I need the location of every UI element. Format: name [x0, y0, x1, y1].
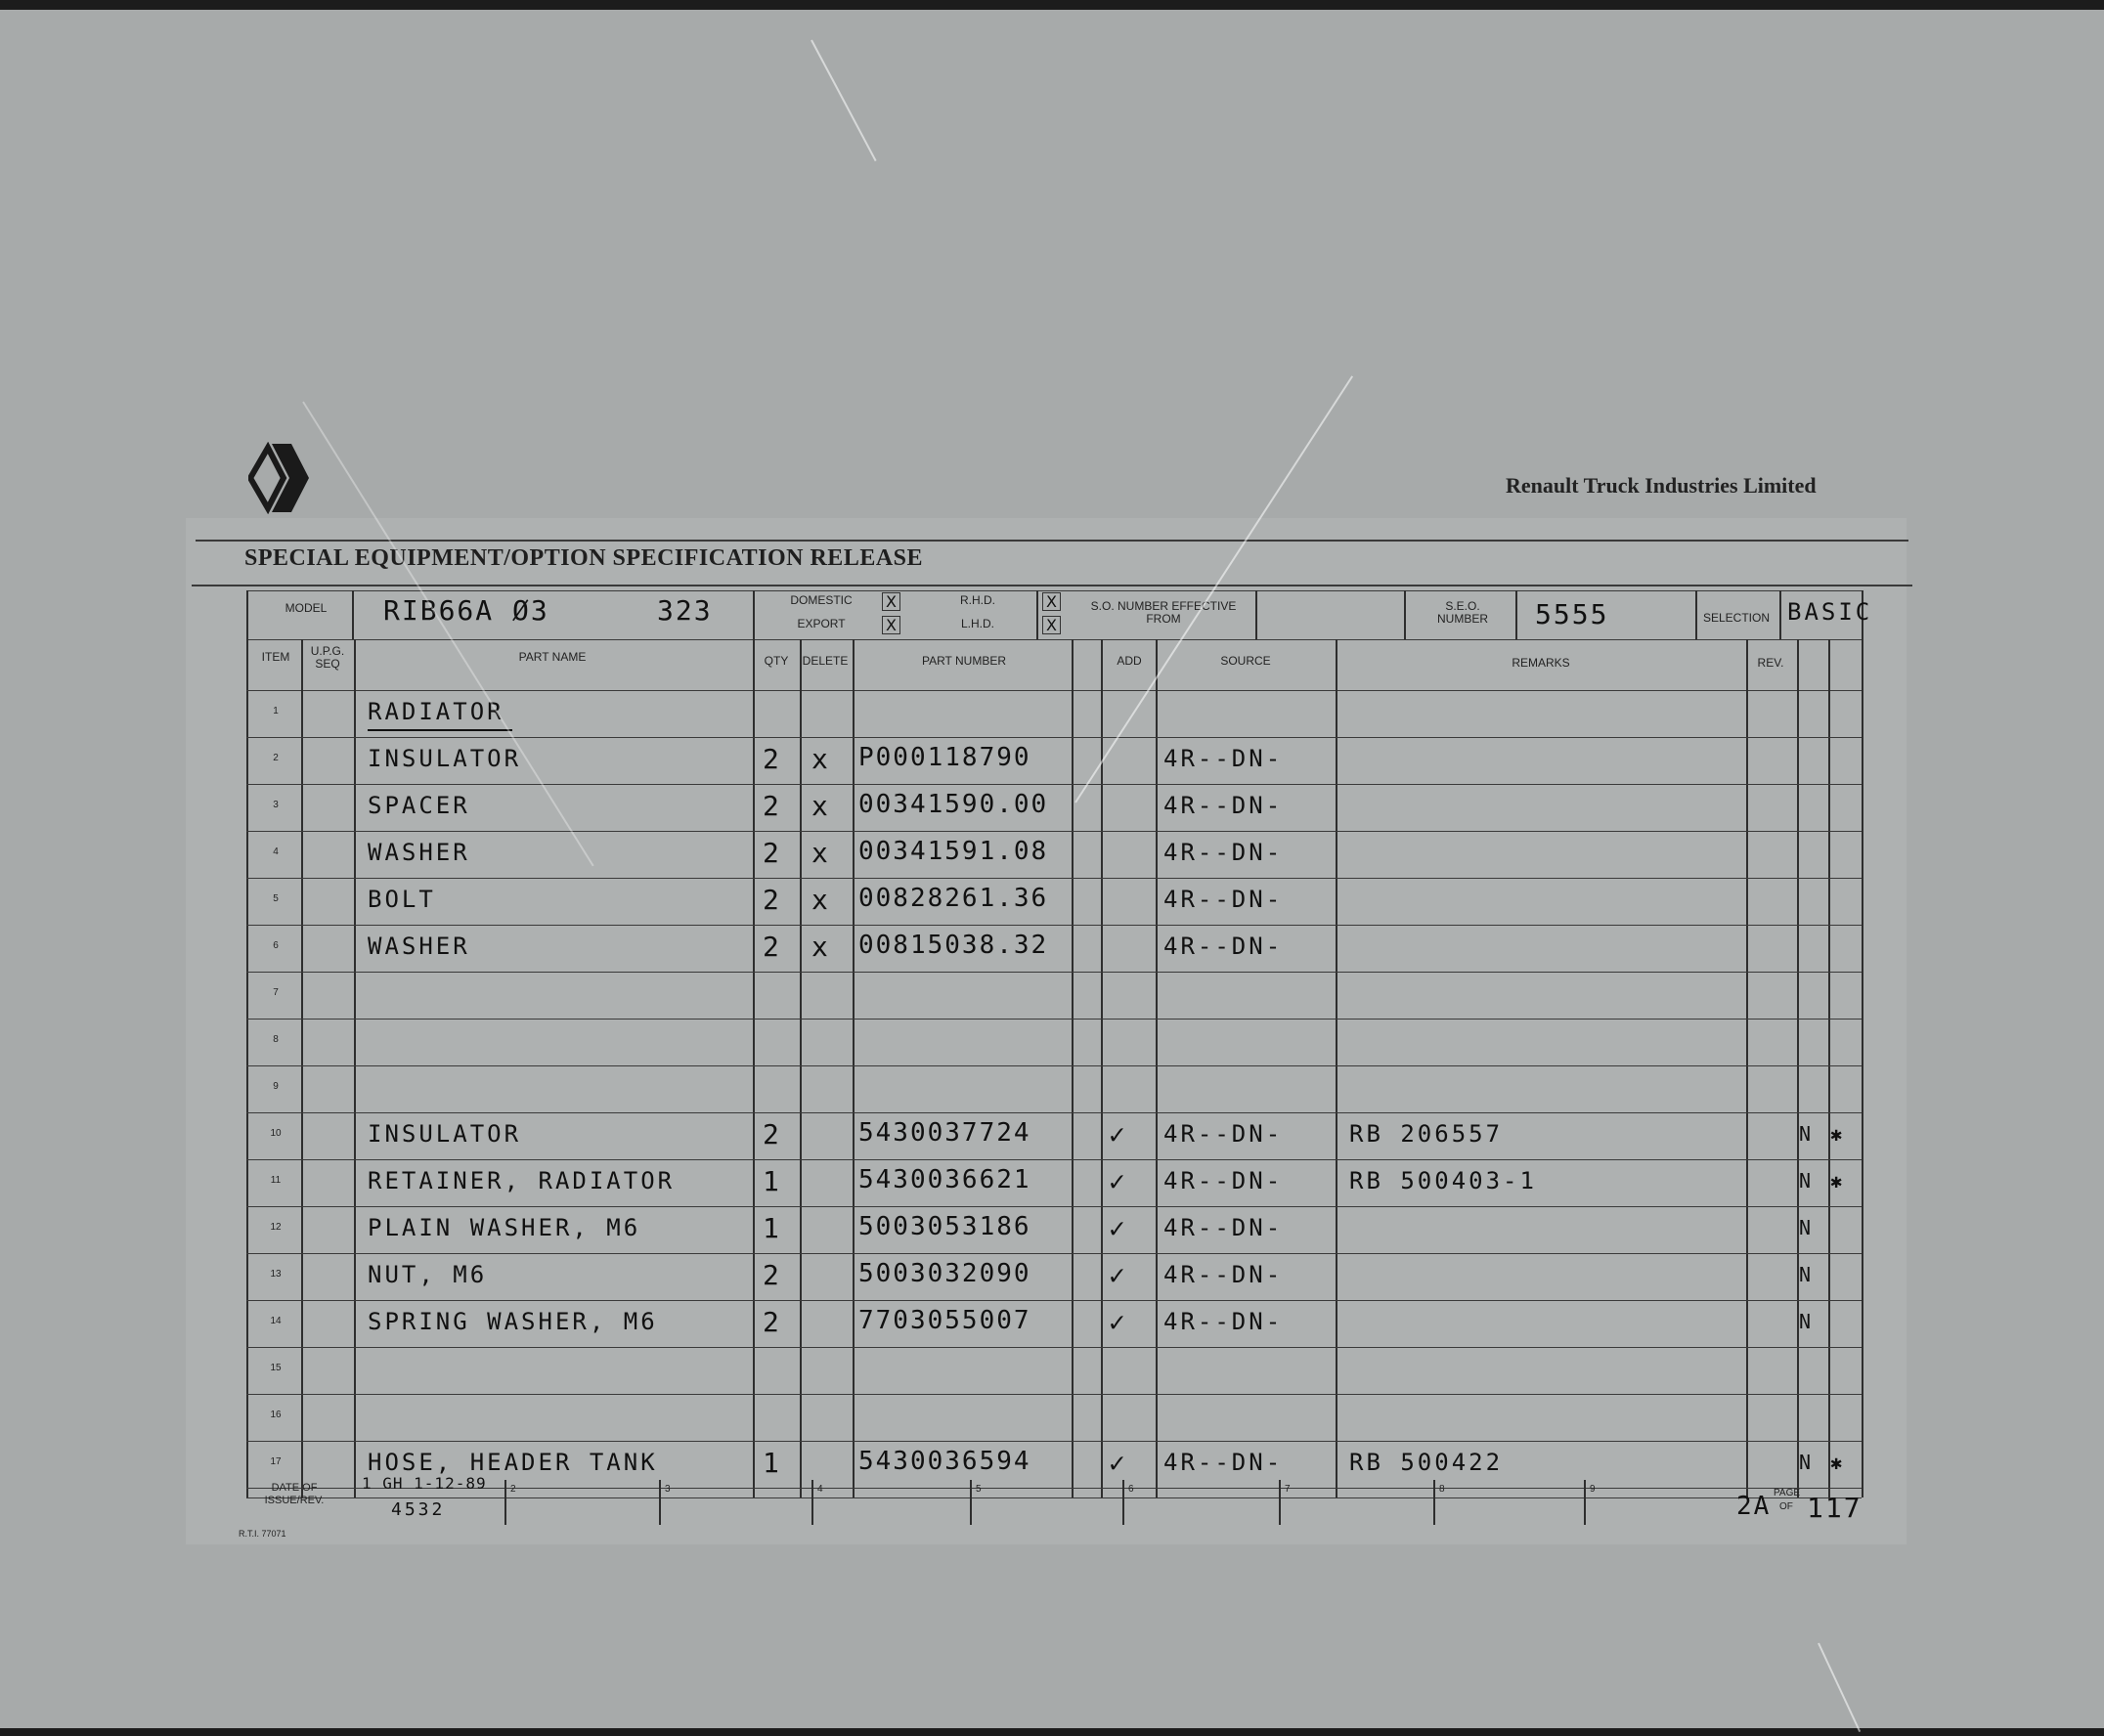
row-add-mark: ✓ [1109, 1306, 1127, 1338]
row-part-number: 00828261.36 [858, 884, 1049, 913]
row-source: 4R--DN- [1163, 933, 1284, 960]
col-source: SOURCE [1220, 654, 1271, 668]
row-qty: 1 [763, 1447, 781, 1479]
selection-label: SELECTION [1702, 611, 1770, 625]
row-flag: ✱ [1830, 1122, 1846, 1146]
row-add-mark: ✓ [1109, 1447, 1127, 1479]
row-source: 4R--DN- [1163, 792, 1284, 819]
scan-top-border [0, 0, 2104, 10]
row-item-number: 3 [273, 800, 279, 810]
row-part-name: WASHER [368, 933, 470, 960]
row-item-number: 6 [273, 940, 279, 951]
row-part-name: INSULATOR [368, 745, 522, 772]
issue-slot-divider [659, 1480, 661, 1525]
form-sheet [186, 518, 1907, 1544]
issue-slot-number: 3 [665, 1484, 671, 1495]
row-divider [246, 1065, 1862, 1066]
renault-diamond-logo [248, 442, 311, 514]
row-divider [246, 1394, 1862, 1395]
issue-slot-divider [811, 1480, 813, 1525]
row-part-number: 5003053186 [858, 1212, 1031, 1241]
selection-value: BASIC [1787, 598, 1873, 626]
row-divider [246, 1159, 1862, 1160]
row-source: 4R--DN- [1163, 745, 1284, 772]
row-part-number: 00341591.08 [858, 837, 1049, 866]
export-label: EXPORT [797, 617, 846, 630]
row-rev: N [1799, 1310, 1815, 1333]
row-remarks: RB 206557 [1349, 1120, 1504, 1148]
row-item-number: 14 [270, 1316, 282, 1326]
row-qty: 2 [763, 931, 781, 963]
rhd-label: R.H.D. [960, 593, 995, 607]
issue-slot-divider [970, 1480, 972, 1525]
col-delete: DELETE [802, 654, 849, 668]
issue-slot-divider [1279, 1480, 1281, 1525]
row-part-name: WASHER [368, 839, 470, 866]
row-source: 4R--DN- [1163, 1308, 1284, 1335]
row-item-number: 16 [270, 1410, 282, 1420]
row-divider [246, 878, 1862, 879]
row-divider [246, 1488, 1862, 1489]
row-item-number: 8 [273, 1034, 279, 1045]
row-rev: N [1799, 1122, 1815, 1146]
col-remarks: REMARKS [1512, 656, 1570, 670]
row-qty: 2 [763, 790, 781, 822]
row-remarks: RB 500403-1 [1349, 1167, 1537, 1194]
row-divider [246, 737, 1862, 738]
row-flag: ✱ [1830, 1451, 1846, 1474]
col-upg-seq: U.P.G. SEQ [310, 644, 345, 671]
lhd-label: L.H.D. [960, 617, 994, 630]
issue-slot-divider [504, 1480, 506, 1525]
row-add-mark: ✓ [1109, 1259, 1127, 1291]
row-qty: 2 [763, 1118, 781, 1150]
row-part-name: RADIATOR [368, 698, 504, 725]
row-item-number: 10 [270, 1128, 282, 1139]
row-divider [246, 1112, 1862, 1113]
col-part-number: PART NUMBER [921, 654, 1006, 668]
row-part-name: NUT, M6 [368, 1261, 488, 1288]
model-label: MODEL [285, 601, 328, 615]
row-part-number: 00815038.32 [858, 931, 1049, 960]
row-part-name: SPACER [368, 792, 470, 819]
row-delete-mark: x [811, 837, 830, 869]
row-divider [246, 1441, 1862, 1442]
row-qty: 2 [763, 743, 781, 775]
row-divider [246, 784, 1862, 785]
row-rev: N [1799, 1451, 1815, 1474]
row-qty: 1 [763, 1212, 781, 1244]
row-item-number: 9 [273, 1081, 279, 1092]
row-part-number: 5003032090 [858, 1259, 1031, 1288]
row-part-name: INSULATOR [368, 1120, 522, 1148]
issue-slot-divider [1433, 1480, 1435, 1525]
col-add: ADD [1117, 654, 1142, 668]
issue-slot-divider [1122, 1480, 1124, 1525]
issue-slot-number: 9 [1590, 1484, 1596, 1495]
issue-slot-number: 4 [817, 1484, 823, 1495]
row-qty: 2 [763, 884, 781, 916]
rhd-checkbox[interactable]: X [1042, 592, 1061, 611]
row-part-name: HOSE, HEADER TANK [368, 1449, 658, 1476]
row-source: 4R--DN- [1163, 1449, 1284, 1476]
scan-scratch [811, 40, 876, 162]
page-value: 2A [1736, 1492, 1772, 1521]
so-number-label: S.O. NUMBER EFFECTIVE FROM [1090, 599, 1237, 626]
row-source: 4R--DN- [1163, 1120, 1284, 1148]
row-divider [246, 1253, 1862, 1254]
of-label: OF [1779, 1501, 1793, 1512]
row-part-name: RETAINER, RADIATOR [368, 1167, 676, 1194]
row-delete-mark: x [811, 743, 830, 775]
issue-slot-number: 8 [1439, 1484, 1445, 1495]
row-add-mark: ✓ [1109, 1118, 1127, 1150]
radiator-underline [368, 729, 512, 731]
row-delete-mark: x [811, 790, 830, 822]
row-source: 4R--DN- [1163, 1214, 1284, 1241]
row-source: 4R--DN- [1163, 839, 1284, 866]
row-part-number: 5430036594 [858, 1447, 1031, 1476]
row-part-name: PLAIN WASHER, M6 [368, 1214, 641, 1241]
col-part-name: PART NAME [518, 650, 587, 664]
row-item-number: 13 [270, 1269, 282, 1280]
row-item-number: 2 [273, 753, 279, 763]
row-delete-mark: x [811, 931, 830, 963]
row-part-number: 00341590.00 [858, 790, 1049, 819]
row-item-number: 11 [270, 1175, 282, 1186]
row-item-number: 1 [273, 706, 279, 716]
row-divider [246, 1300, 1862, 1301]
row-part-name: SPRING WASHER, M6 [368, 1308, 658, 1335]
row-item-number: 4 [273, 846, 279, 857]
issue-slot-number: 7 [1285, 1484, 1291, 1495]
issue-1-date: 1 GH 1-12-89 [362, 1474, 487, 1493]
scan-bottom-border [0, 1728, 2104, 1736]
row-source: 4R--DN- [1163, 1261, 1284, 1288]
row-qty: 2 [763, 837, 781, 869]
company-name: Renault Truck Industries Limited [1506, 473, 1817, 498]
row-item-number: 12 [270, 1222, 282, 1233]
form-title: SPECIAL EQUIPMENT/OPTION SPECIFICATION RELEASE [244, 545, 924, 571]
domestic-checkbox[interactable]: X [882, 592, 900, 611]
row-qty: 2 [763, 1306, 781, 1338]
issue-slot-number: 2 [510, 1484, 516, 1495]
title-rule [192, 585, 1912, 586]
page-total: 117 [1807, 1492, 1863, 1524]
row-rev: N [1799, 1263, 1815, 1286]
top-rule [196, 540, 1908, 542]
seo-number-label: S.E.O. NUMBER [1436, 599, 1488, 626]
col-rev: REV. [1757, 656, 1784, 670]
row-part-name: BOLT [368, 886, 436, 913]
row-divider [246, 925, 1862, 926]
date-of-issue-label: DATE OF ISSUE/REV. [264, 1482, 325, 1506]
row-divider [246, 1206, 1862, 1207]
row-item-number: 5 [273, 893, 279, 904]
row-part-number: 7703055007 [858, 1306, 1031, 1335]
issue-slot-number: 5 [976, 1484, 982, 1495]
seo-number-value: 5555 [1535, 598, 1609, 630]
row-item-number: 7 [273, 987, 279, 998]
issue-slot-number: 6 [1128, 1484, 1134, 1495]
row-source: 4R--DN- [1163, 1167, 1284, 1194]
row-remarks: RB 500422 [1349, 1449, 1504, 1476]
row-source: 4R--DN- [1163, 886, 1284, 913]
scan-scratch [1818, 1643, 1861, 1732]
form-code: R.T.I. 77071 [239, 1529, 286, 1539]
row-part-number: 5430036621 [858, 1165, 1031, 1194]
export-checkbox[interactable]: X [882, 616, 900, 634]
row-add-mark: ✓ [1109, 1165, 1127, 1197]
issue-slot-divider [1584, 1480, 1586, 1525]
row-qty: 1 [763, 1165, 781, 1197]
domestic-label: DOMESTIC [790, 593, 853, 607]
row-delete-mark: x [811, 884, 830, 916]
row-part-number: P000118790 [858, 743, 1031, 772]
row-divider [246, 1347, 1862, 1348]
model-value: RIB66A Ø3 [383, 594, 549, 627]
row-rev: N [1799, 1216, 1815, 1239]
col-qty: QTY [764, 654, 789, 668]
row-item-number: 17 [270, 1456, 282, 1467]
model-code: 323 [657, 594, 713, 627]
issue-1-number: 4532 [391, 1499, 446, 1520]
row-divider [246, 972, 1862, 973]
col-item: ITEM [261, 650, 290, 664]
page-label: PAGE [1774, 1488, 1801, 1498]
row-qty: 2 [763, 1259, 781, 1291]
row-flag: ✱ [1830, 1169, 1846, 1193]
lhd-checkbox[interactable]: X [1042, 616, 1061, 634]
row-part-number: 5430037724 [858, 1118, 1031, 1148]
row-item-number: 15 [270, 1363, 282, 1373]
row-divider [246, 831, 1862, 832]
row-divider [246, 1019, 1862, 1020]
row-add-mark: ✓ [1109, 1212, 1127, 1244]
row-rev: N [1799, 1169, 1815, 1193]
